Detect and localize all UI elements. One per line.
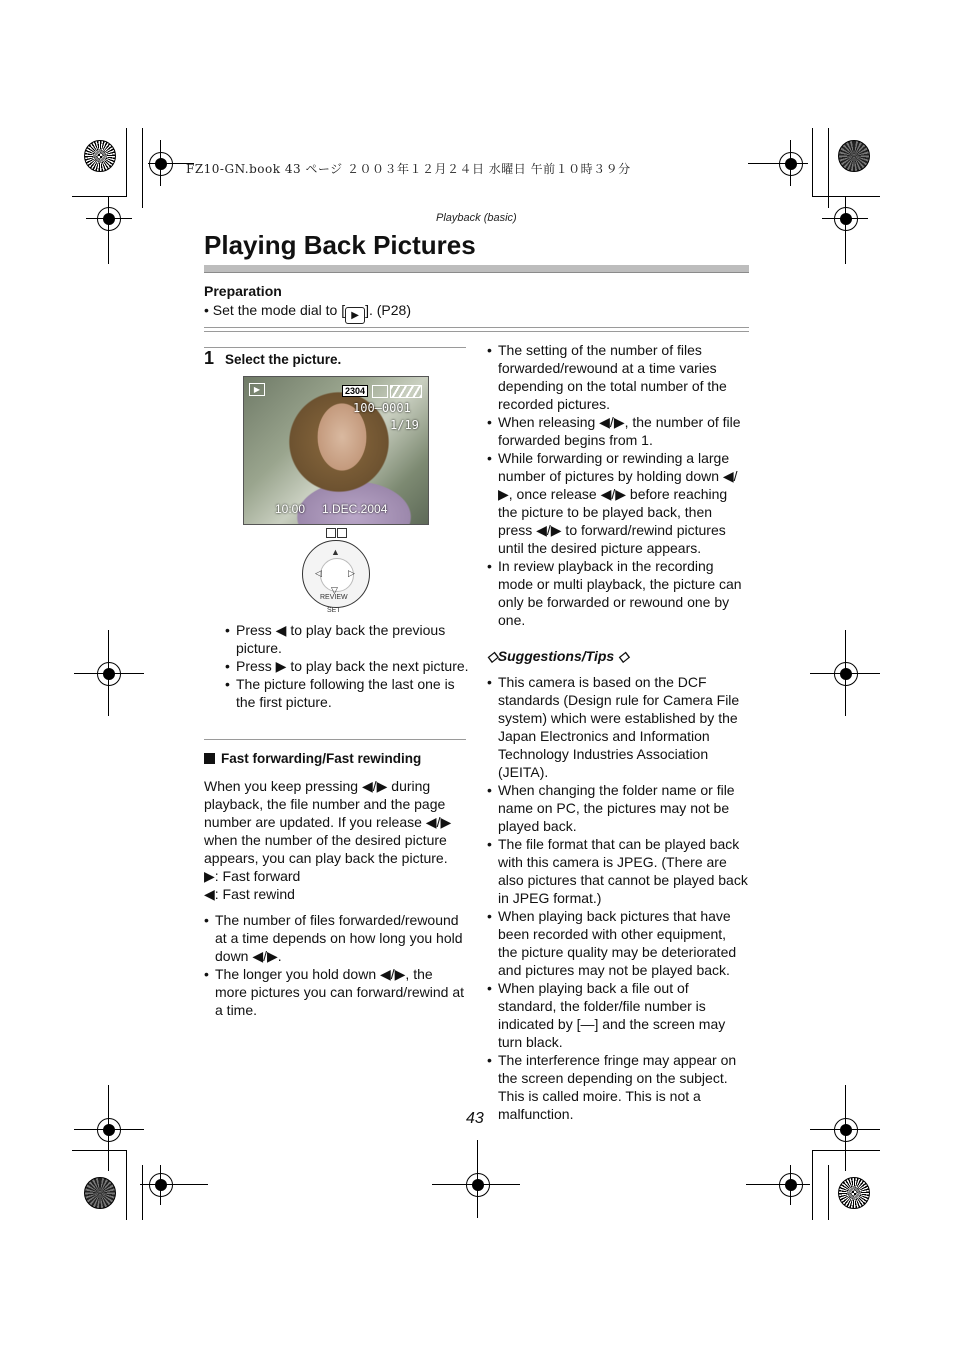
square-bullet-icon	[204, 753, 215, 764]
list-item: • The setting of the number of files forwarded/rewound at a time varies depending on the total number of the recorded pictures.	[487, 341, 749, 413]
recorded-time: 10:00	[275, 502, 306, 516]
fast-forward-paragraph: When you keep pressing ◀/▶ during playback, the file number and the page number are updated. If you release ◀/▶ when the number of the desired picture appears, you can play back the picture.	[204, 778, 452, 866]
mode-icon	[337, 528, 347, 538]
fast-rewind-label: ◀: Fast rewind	[204, 886, 295, 902]
right-column-bullets	[487, 341, 749, 629]
divider	[204, 327, 749, 328]
list-item: • When releasing ◀/▶, the number of file forwarded begins from 1.	[487, 413, 749, 449]
recorded-date: 1.DEC.2004	[322, 502, 388, 516]
playback-mode-icon: ▶	[345, 307, 365, 324]
list-item: • The interference fringe may appear on the screen depending on the subject. This is called moire. This is not a malfunction.	[487, 1051, 749, 1123]
step-bullets	[225, 621, 470, 711]
left-arrow-icon: ◁	[315, 568, 322, 578]
review-label: REVIEW	[320, 594, 348, 601]
playback-icon: ▶	[249, 383, 265, 396]
resolution-badge: 2304	[342, 385, 368, 397]
cursor-button-diagram	[302, 540, 370, 608]
list-item: • While forwarding or rewinding a large number of pictures by holding down ◀/▶, once release ◀/▶ before reaching the picture to be played back, then press ◀/▶ to forward/rewind pictures until the desired picture appears.	[487, 449, 749, 557]
list-item: • When changing the folder name or file name on PC, the pictures may not be played back.	[487, 781, 749, 835]
tips-heading: ◇Suggestions/Tips ◇	[487, 648, 629, 664]
file-info-header: FZ10-GN.book 43 ページ ２００３年１２月２４日 水曜日 午前１０時３９分	[186, 162, 631, 176]
step-divider	[204, 347, 466, 348]
list-item: • In review playback in the recording mode or multi playback, the picture can only be forwarded or rewound one by one.	[487, 557, 749, 629]
section-label: Playback (basic)	[436, 212, 517, 224]
mode-icon	[326, 528, 336, 538]
divider	[204, 331, 749, 332]
up-arrow-icon: ▲	[331, 547, 340, 557]
list-item: • The longer you hold down ◀/▶, the more pictures you can forward/rewind at a time.	[204, 965, 466, 1019]
battery-icon	[390, 385, 422, 398]
page-title: Playing Back Pictures	[204, 230, 476, 260]
list-item: • The number of files forwarded/rewound at a time depends on how long you hold down ◀/▶.	[204, 911, 466, 965]
list-item: • Press ◀ to play back the previous picture.	[225, 621, 470, 657]
list-item: • When playing back a file out of standard, the folder/file number is indicated by [—] and the screen may turn black.	[487, 979, 749, 1051]
fast-forward-label: ▶: Fast forward	[204, 868, 301, 884]
step-title: Select the picture.	[225, 352, 342, 367]
fast-forward-heading-text: Fast forwarding/Fast rewinding	[221, 751, 422, 766]
list-item: • The file format that can be played back with this camera is JPEG. (There are also pictures that cannot be played back in JPEG format.)	[487, 835, 749, 907]
quality-icon	[372, 385, 388, 398]
right-arrow-icon: ▷	[348, 568, 355, 578]
file-number: 100–0001	[353, 401, 411, 415]
fast-forward-heading	[204, 751, 421, 766]
list-item: • Press ▶ to play back the next picture.	[225, 657, 470, 675]
step-number: 1	[204, 348, 215, 368]
preparation-text-before: • Set the mode dial to [	[204, 302, 346, 318]
playback-screen-photo	[243, 376, 429, 525]
list-item: • The picture following the last one is the first picture.	[225, 675, 470, 711]
down-arrow-icon: ▽	[331, 585, 338, 595]
picture-count: 1/19	[390, 418, 419, 432]
title-underline	[204, 265, 749, 273]
tips-bullets	[487, 673, 749, 1123]
subsection-divider	[204, 739, 466, 740]
preparation-text-after: ]. (P28)	[365, 302, 411, 318]
list-item: • When playing back pictures that have been recorded with other equipment, the picture quality may be deteriorated and pictures may not be played back.	[487, 907, 749, 979]
page-number: 43	[466, 1110, 484, 1127]
list-item: • This camera is based on the DCF standards (Design rule for Camera File system) which were established by the Japan Electronics and Information Technology Industries Association (JEITA).	[487, 673, 749, 781]
fast-forward-body	[204, 777, 466, 1019]
preparation-text	[204, 302, 411, 324]
set-label: SET	[327, 607, 341, 614]
preparation-heading: Preparation	[204, 283, 282, 299]
